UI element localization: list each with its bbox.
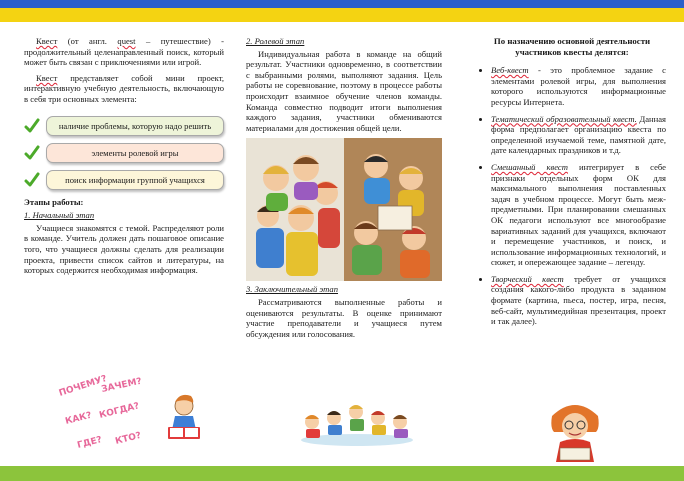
stage3-title: 3. Заключительный этап	[246, 284, 339, 295]
word-when: КОГДА?	[98, 401, 141, 421]
stage1-title: 1. Начальный этап	[24, 210, 95, 221]
question-words-clipart	[56, 372, 206, 454]
intro-text-b: – путешествие) - продолжительный целенаправленный поиск, который может быть связан с приключениями или игрой.	[24, 36, 225, 68]
quest-term-2: Квест	[36, 72, 58, 83]
stage2-text: Индивидуальная работа в команде на общий результат. Участники одновременно, в соответствии с выбранными ролями, выполняют задания. Цель работы не соревнование, поэтому в процессе работы происходит взаимное обучение членов команды. Команда совместно подводит итоги выполнения каждого задания, участники обмениваются материалами для достижения общей цели.	[246, 48, 442, 133]
intro-paragraph	[24, 36, 224, 68]
types-title: По назначению основной деятельности участников квесты делятся:	[493, 36, 651, 57]
quest-word: quest	[117, 36, 136, 46]
intro-text-a: (от англ.	[57, 36, 118, 46]
word-how: КАК?	[64, 410, 93, 427]
stage2-title: 2. Ролевой этап	[246, 36, 305, 46]
stage1-text: Учащиеся знакомятся с темой. Распределяют роли в команде. Учитель должен дать пошаговое описание того, что учащиеся должны сделать для реализации проекта, привести список сайтов и литературы, на которых содержится необходимая информация.	[24, 222, 224, 276]
term-thematic-quest: Тематический образовательный квест.	[491, 113, 637, 124]
element-row-3	[24, 170, 224, 190]
top-color-band	[0, 0, 684, 22]
term-mixed-quest: Смешанный квест	[491, 161, 568, 172]
text-mixed-quest: интегрирует в себе признаки отдельных форм ОК для максимального выполнения поставленных задач в учебном процессе. Могут быть меж-предметными. При планировании смешанных ОК педагоги используют все многообразие вариативных заданий для учащихся, включают и перемещение участников, и поиск, и использование информационных технологий, и сюжет, и опережающее задание – легенду.	[491, 161, 666, 268]
text-creative-quest: требует от учащихся создания какого-либо продукта в заданном формате (картина, пьеса, постер, игра, песня, веб-сайт, мультимедийная презентация, проект и так далее).	[491, 273, 666, 327]
checkmark-icon	[24, 145, 40, 161]
definition-paragraph	[24, 73, 224, 105]
stages-title: Этапы работы:	[24, 196, 84, 207]
word-why: ПОЧЕМУ?	[57, 373, 109, 399]
checkmark-icon	[24, 172, 40, 188]
element-box-search: поиск информации группой учащихся	[46, 170, 224, 190]
term-web-quest: Веб-квест	[491, 65, 529, 76]
teacher-clipart	[538, 398, 612, 466]
children-illustration	[246, 138, 442, 281]
definition-text: представляет собой мини проект, интерактивную учебную деятельность, включающую в себя три основных элемента:	[24, 72, 224, 104]
element-row-1	[24, 116, 224, 136]
element-box-problem: наличие проблемы, которую надо решить	[46, 116, 224, 136]
stage3-text: Рассматриваются выполненные работы и оцениваются результаты. В оценке принимают участие преподаватели и учащиеся путем обсуждения или голосования.	[246, 296, 442, 339]
right-column	[478, 36, 666, 333]
checkmark-icon	[24, 118, 40, 134]
word-where: ГДЕ?	[76, 435, 104, 451]
element-box-roleplay: элементы ролевой игры	[46, 143, 224, 163]
child-reading-icon	[168, 395, 200, 439]
word-who: КТО?	[114, 430, 143, 447]
left-column	[24, 36, 224, 281]
bottom-color-band	[0, 466, 684, 481]
reading-children-clipart	[298, 398, 416, 448]
middle-column	[246, 36, 442, 344]
quest-type-mixed	[491, 162, 666, 268]
quest-types-list	[478, 65, 666, 327]
word-what-for: ЗАЧЕМ?	[100, 376, 143, 395]
text-web-quest: - это проблемное задание с элементами ролевой игры, для выполнения которого используются информационные ресурсы Интернета.	[491, 65, 666, 107]
element-row-2	[24, 143, 224, 163]
quest-type-creative	[491, 274, 666, 327]
text-thematic-quest: Данная форма предполагает организацию квеста по определенной изучаемой теме, памятной дате, дате календарных праздников и т.д.	[491, 113, 666, 156]
term-creative-quest: Творческий квест	[491, 273, 564, 284]
quest-type-thematic	[491, 114, 666, 156]
quest-type-web	[491, 65, 666, 107]
quest-term: Квест	[36, 36, 58, 46]
